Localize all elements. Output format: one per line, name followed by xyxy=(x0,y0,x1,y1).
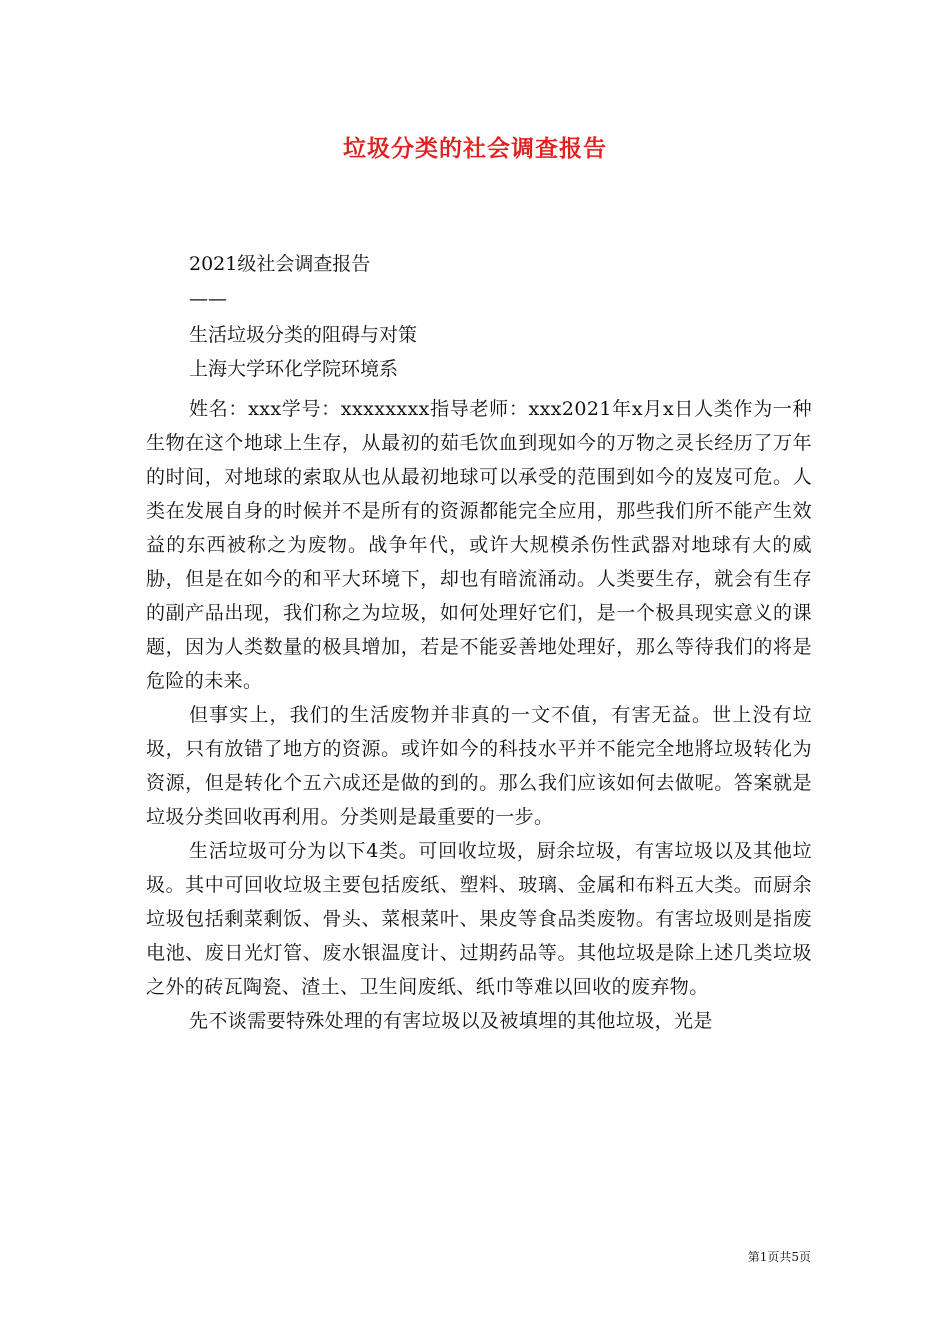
document-body xyxy=(146,392,812,1038)
paragraph: 先不谈需要特殊处理的有害垃圾以及被填埋的其他垃圾，光是 xyxy=(189,1010,713,1032)
department-line: 上海大学环化学院环境系 xyxy=(189,358,399,380)
report-subtitle: 生活垃圾分类的阻碍与对策 xyxy=(189,324,418,346)
dash-line: —— xyxy=(189,288,227,310)
page-number-footer: 第1页共5页 xyxy=(747,1250,811,1264)
paragraph: 姓名：xxx学号：xxxxxxxx指导老师：xxx2021年x月x日人类作为一种生物在这个地球上生存，从最初的茹毛饮血到现如今的万物之灵长经历了万年的时间，对地球的索取从也从最初地球可以承受的范围到如今的岌岌可危。人类在发展自身的时候并不是所有的资源都能完全应用，那些我们所不能产生效益的东西被称之为废物。战争年代，或许大规模杀伤性武器对地球有大的威胁，但是在如今的和平大环境下，却也有暗流涌动。人类要生存，就会有生存的副产品出现，我们称之为垃圾，如何处理好它们，是一个极具现实意义的课题，因为人类数量的极具增加，若是不能妥善地处理好，那么等待我们的将是危险的未来。 xyxy=(146,398,812,692)
report-grade-line: 2021级社会调查报告 xyxy=(189,253,371,275)
document-title: 垃圾分类的社会调查报告 xyxy=(343,135,607,162)
paragraph: 生活垃圾可分为以下4类。可回收垃圾，厨余垃圾，有害垃圾以及其他垃圾。其中可回收垃圾主要包括废纸、塑料、玻璃、金属和布料五大类。而厨余垃圾包括剩菜剩饭、骨头、菜根菜叶、果皮等食品类废物。有害垃圾则是指废电池、废日光灯管、废水银温度计、过期药品等。其他垃圾是除上述几类垃圾之外的砖瓦陶瓷、渣土、卫生间废纸、纸巾等难以回收的废弃物。 xyxy=(146,840,812,998)
paragraph: 但事实上，我们的生活废物并非真的一文不值，有害无益。世上没有垃圾，只有放错了地方的资源。或许如今的科技水平并不能完全地將垃圾转化为资源，但是转化个五六成还是做的到的。那么我们应该如何去做呢。答案就是垃圾分类回收再利用。分类则是最重要的一步。 xyxy=(146,704,812,828)
